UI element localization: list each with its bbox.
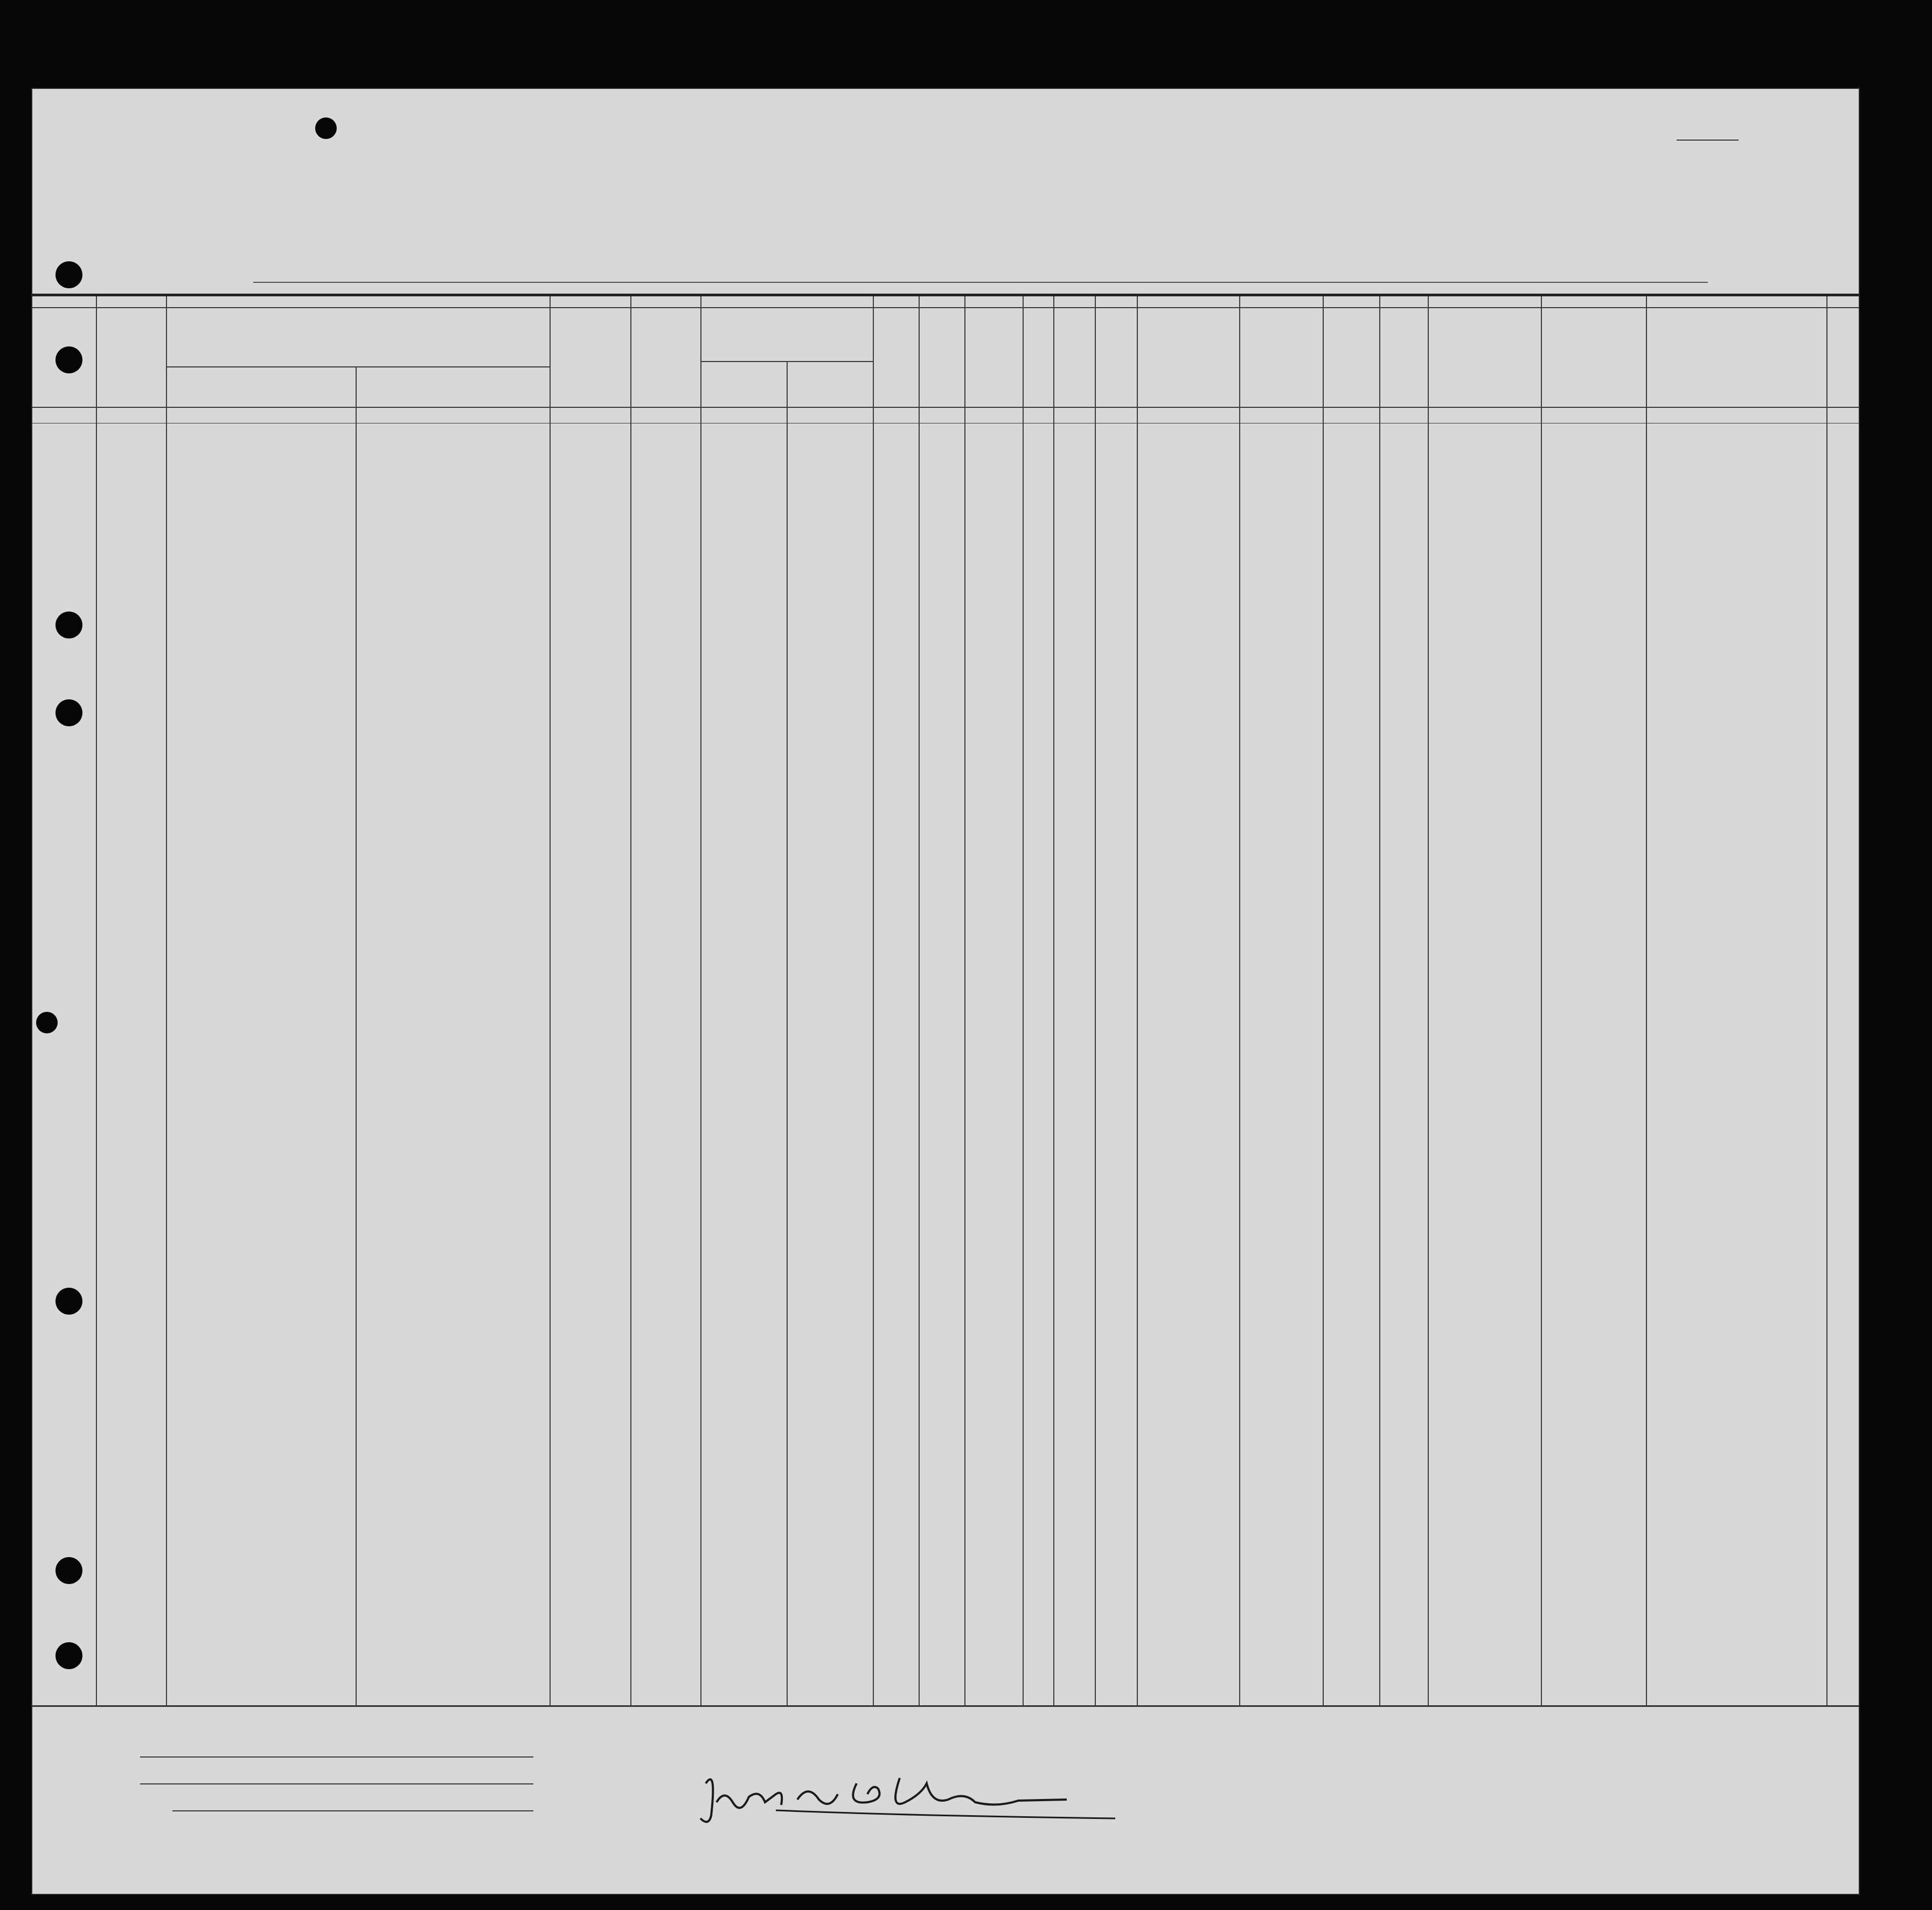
punch-hole xyxy=(36,1012,58,1033)
column-divider xyxy=(964,296,965,1705)
column-divider xyxy=(1323,296,1324,1705)
punch-hole xyxy=(315,117,337,139)
column-divider xyxy=(96,296,97,1705)
column-divider xyxy=(700,296,701,1705)
punch-hole xyxy=(55,261,82,288)
column-divider xyxy=(1095,296,1096,1705)
handwritten-marks xyxy=(32,89,1859,1894)
column-divider xyxy=(1023,296,1024,1705)
punch-hole xyxy=(55,1288,82,1315)
column-divider xyxy=(1541,296,1542,1705)
column-divider xyxy=(1428,296,1429,1705)
family-given-divider xyxy=(356,366,357,1705)
column-divider xyxy=(919,296,920,1705)
when-where-divider xyxy=(787,361,788,1705)
column-divider xyxy=(630,296,631,1705)
column-divider xyxy=(1137,296,1138,1705)
punch-hole xyxy=(55,612,82,638)
punch-hole xyxy=(55,346,82,373)
column-divider xyxy=(166,296,167,1705)
manifest-sheet xyxy=(32,89,1859,1894)
column-divider xyxy=(1239,296,1240,1705)
column-divider xyxy=(1826,296,1827,1705)
column-divider xyxy=(1379,296,1380,1705)
punch-hole xyxy=(55,1642,82,1669)
punch-hole xyxy=(55,699,82,726)
column-divider xyxy=(1053,296,1054,1705)
column-divider xyxy=(550,296,551,1705)
column-divider xyxy=(873,296,874,1705)
punch-hole xyxy=(55,1557,82,1584)
column-divider xyxy=(1646,296,1647,1705)
header-bottom-rule xyxy=(32,407,1859,408)
header-number-rule xyxy=(32,307,1859,308)
name-header-rule xyxy=(167,366,550,367)
